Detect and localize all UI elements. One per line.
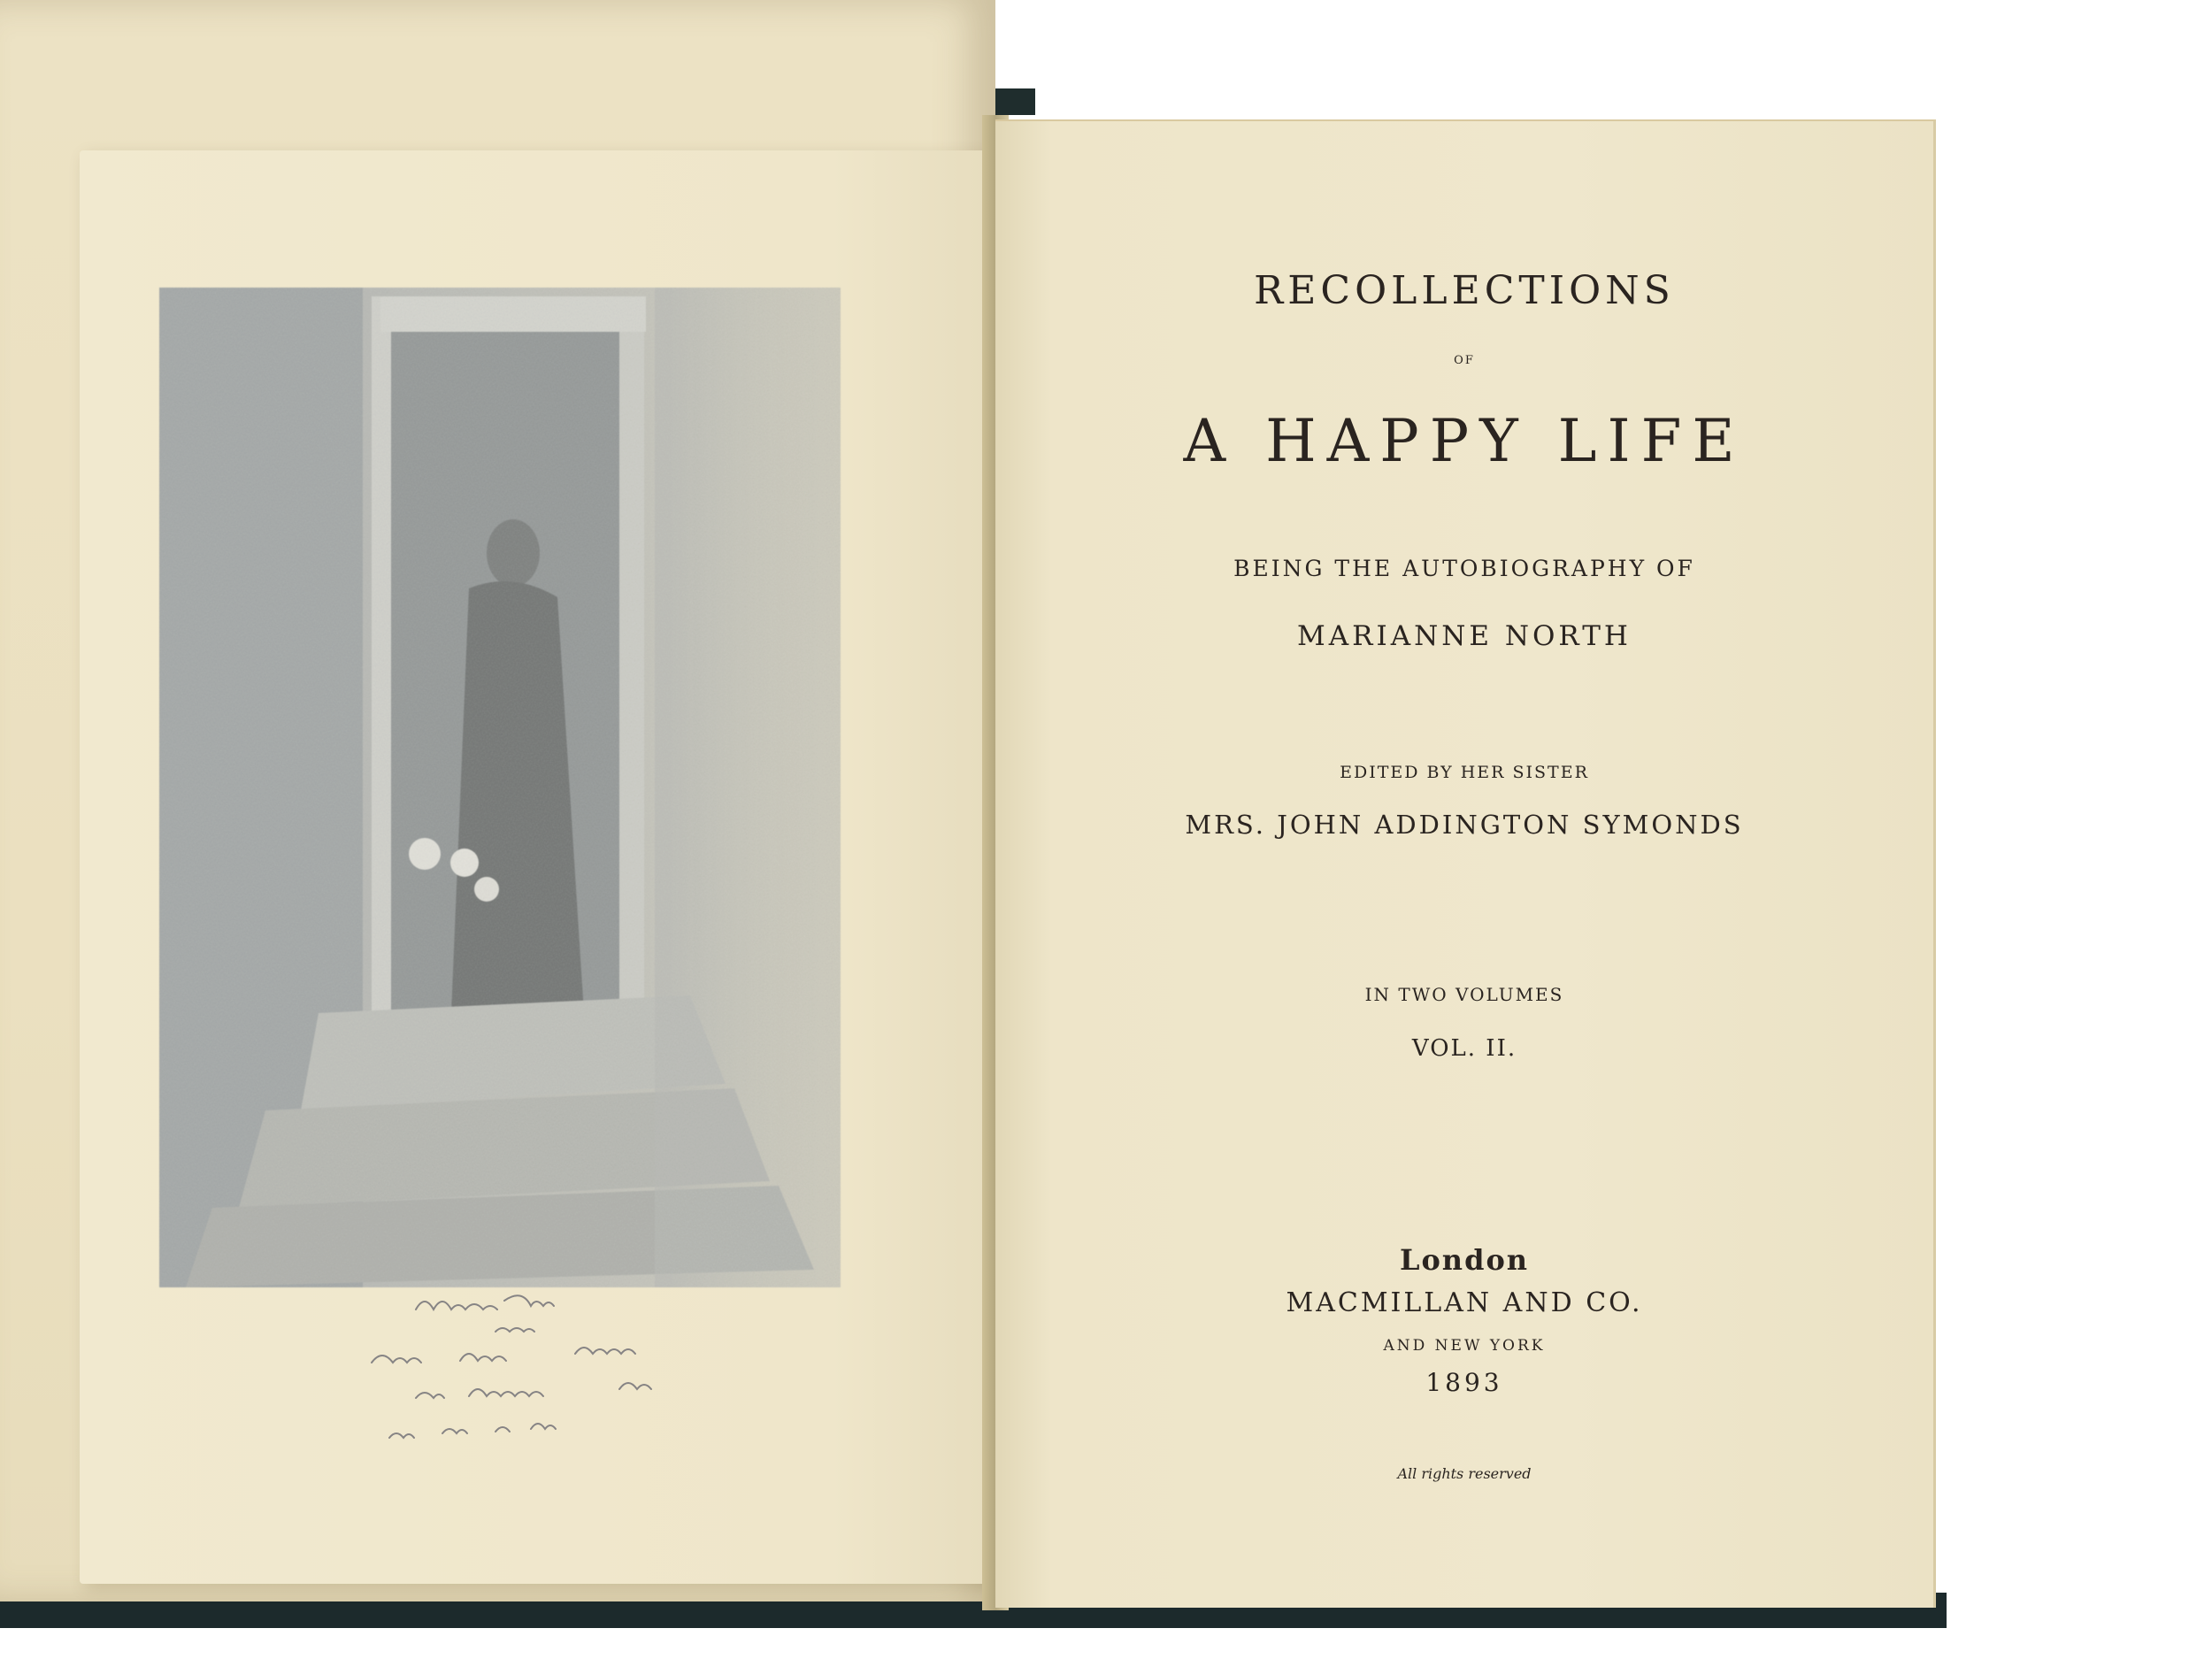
frontispiece-photo <box>159 288 841 1287</box>
editor-name: MRS. JOHN ADDINGTON SYMONDS <box>1185 810 1744 840</box>
book-subtitle: A HAPPY LIFE <box>1183 407 1746 475</box>
volumes-line: IN TWO VOLUMES <box>1364 984 1564 1005</box>
author-name: MARIANNE NORTH <box>1297 620 1632 652</box>
edited-by-line: EDITED BY HER SISTER <box>1340 763 1589 782</box>
publisher-cities: AND NEW YORK <box>1383 1337 1546 1355</box>
title-page-text <box>995 119 1933 1606</box>
publication-year: 1893 <box>1425 1368 1503 1397</box>
handwritten-inscription <box>363 1283 734 1460</box>
rights-notice: All rights reserved <box>1397 1465 1532 1482</box>
title-of: OF <box>1454 354 1475 367</box>
autobiography-line: BEING THE AUTOBIOGRAPHY OF <box>1233 556 1695 581</box>
publication-place: London <box>1399 1243 1530 1277</box>
volume-number: VOL. II. <box>1411 1035 1517 1062</box>
book-title: RECOLLECTIONS <box>1254 268 1675 313</box>
publisher-name: MACMILLAN AND CO. <box>1286 1287 1643 1318</box>
